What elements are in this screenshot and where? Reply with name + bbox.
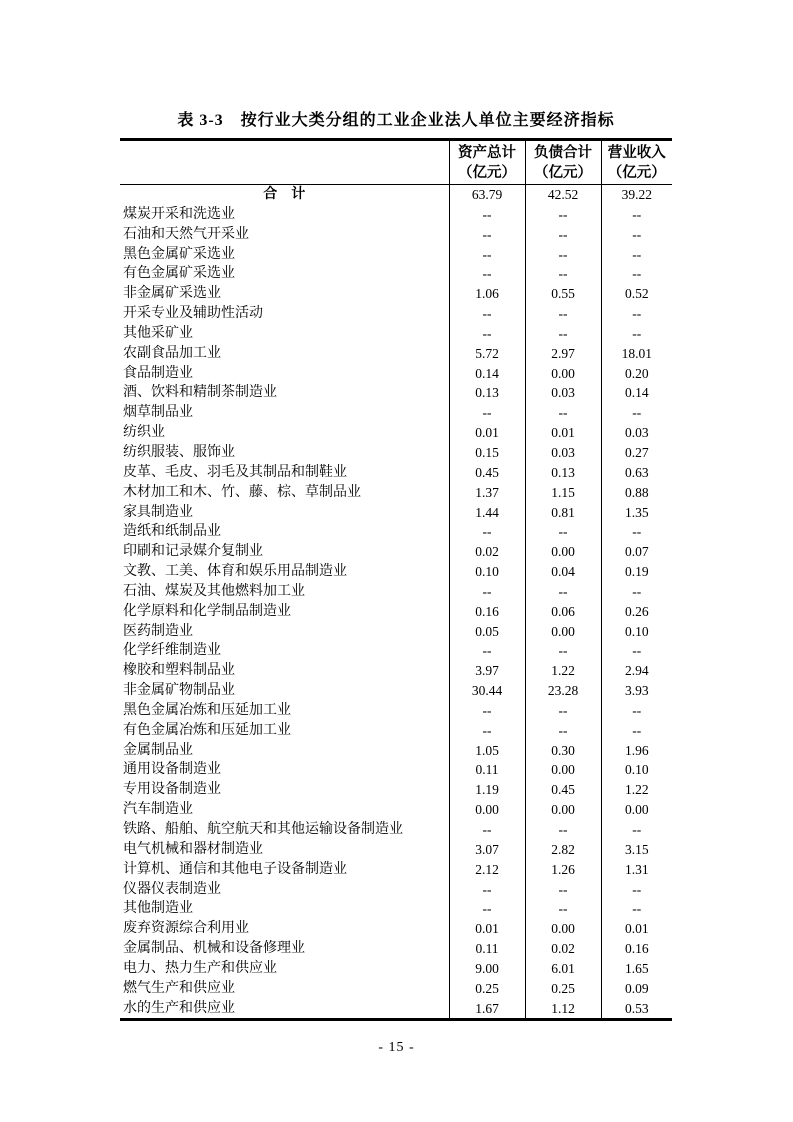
table-row: [120, 701, 672, 721]
industry-label: 煤炭开采和洗选业: [123, 206, 235, 222]
value-cell-total-assets: --: [449, 205, 525, 225]
value-cell-total-assets: 3.07: [449, 840, 525, 860]
value-cell-operating-revenue: --: [601, 701, 672, 721]
industry-label: 非金属矿物制品业: [123, 683, 235, 699]
table-title: 表 3-3 按行业大类分组的工业企业法人单位主要经济指标: [177, 112, 615, 129]
industry-label: 汽车制造业: [123, 802, 193, 818]
value-cell-total-liabilities: 0.02: [525, 939, 601, 959]
value-cell-operating-revenue: 0.27: [601, 443, 672, 463]
value-cell-total-assets: 0.45: [449, 463, 525, 483]
table-row: [120, 562, 672, 582]
value-cell-operating-revenue: 0.07: [601, 542, 672, 562]
value-cell-total-assets: --: [449, 264, 525, 284]
table-row: [120, 383, 672, 403]
value-cell-total-liabilities: 0.01: [525, 423, 601, 443]
industry-label: 仪器仪表制造业: [123, 881, 221, 897]
value-cell-total-assets: 30.44: [449, 681, 525, 701]
value-cell-total-liabilities: --: [525, 225, 601, 245]
table-row: [120, 602, 672, 622]
value-cell-operating-revenue: 18.01: [601, 344, 672, 364]
value-cell-total-liabilities: --: [525, 899, 601, 919]
value-cell-total-liabilities: --: [525, 403, 601, 423]
value-cell-total-assets: 0.05: [449, 622, 525, 642]
industry-label: 其他制造业: [123, 901, 193, 917]
value-cell-total-assets: 1.06: [449, 284, 525, 304]
table-header: [120, 140, 672, 185]
value-cell-total-assets: 0.10: [449, 562, 525, 582]
value-cell-total-assets: 1.05: [449, 741, 525, 761]
value-cell-operating-revenue: 0.16: [601, 939, 672, 959]
value-cell-total-assets: --: [449, 880, 525, 900]
value-cell-operating-revenue: 0.10: [601, 622, 672, 642]
value-cell-total-liabilities: 1.15: [525, 483, 601, 503]
table-row: [120, 760, 672, 780]
industry-label: 开采专业及辅助性活动: [123, 306, 263, 322]
industry-label: 电气机械和器材制造业: [123, 841, 263, 857]
industry-label: 烟草制品业: [123, 405, 193, 421]
industry-label: 纺织服装、服饰业: [123, 444, 235, 460]
value-cell-total-assets: 0.00: [449, 800, 525, 820]
table-row: [120, 483, 672, 503]
value-cell-total-liabilities: 42.52: [525, 185, 601, 205]
value-cell-operating-revenue: --: [601, 264, 672, 284]
value-cell-operating-revenue: --: [601, 820, 672, 840]
value-cell-operating-revenue: --: [601, 721, 672, 741]
table-row: [120, 840, 672, 860]
value-cell-total-liabilities: --: [525, 245, 601, 265]
value-cell-operating-revenue: 3.93: [601, 681, 672, 701]
industry-label: 家具制造业: [123, 504, 193, 520]
table-row: [120, 185, 672, 205]
value-cell-operating-revenue: --: [601, 522, 672, 542]
table-row: [120, 899, 672, 919]
industry-label: 食品制造业: [123, 365, 193, 381]
table-row: [120, 721, 672, 741]
table-row: [120, 304, 672, 324]
industry-label: 石油和天然气开采业: [123, 226, 249, 242]
value-cell-total-assets: 1.67: [449, 999, 525, 1020]
value-cell-total-liabilities: --: [525, 582, 601, 602]
value-cell-operating-revenue: 0.20: [601, 364, 672, 384]
value-cell-total-assets: 5.72: [449, 344, 525, 364]
value-cell-total-liabilities: --: [525, 304, 601, 324]
value-cell-operating-revenue: --: [601, 324, 672, 344]
col-header-total-assets-title: 资产总计: [458, 144, 516, 161]
value-cell-total-liabilities: 0.45: [525, 780, 601, 800]
value-cell-total-liabilities: --: [525, 701, 601, 721]
table-row: [120, 344, 672, 364]
value-cell-operating-revenue: 0.88: [601, 483, 672, 503]
col-header-operating-revenue-unit: （亿元）: [607, 164, 666, 181]
value-cell-operating-revenue: 1.35: [601, 503, 672, 523]
value-cell-total-liabilities: 0.00: [525, 760, 601, 780]
industry-label: 水的生产和供应业: [123, 1000, 235, 1016]
value-cell-total-liabilities: 0.00: [525, 800, 601, 820]
value-cell-total-assets: --: [449, 522, 525, 542]
value-cell-total-liabilities: 0.03: [525, 443, 601, 463]
value-cell-total-liabilities: --: [525, 522, 601, 542]
value-cell-total-assets: --: [449, 721, 525, 741]
value-cell-operating-revenue: 0.53: [601, 999, 672, 1020]
table-row: [120, 860, 672, 880]
value-cell-total-liabilities: --: [525, 641, 601, 661]
economic-indicators-table: [120, 138, 672, 1021]
value-cell-operating-revenue: 0.09: [601, 979, 672, 999]
table-body: [120, 185, 672, 1020]
value-cell-operating-revenue: 0.63: [601, 463, 672, 483]
value-cell-total-assets: 3.97: [449, 661, 525, 681]
value-cell-total-assets: 1.37: [449, 483, 525, 503]
value-cell-total-assets: 0.14: [449, 364, 525, 384]
stub-header: [120, 140, 449, 185]
industry-label: 燃气生产和供应业: [123, 980, 235, 996]
industry-label: 石油、煤炭及其他燃料加工业: [123, 583, 305, 599]
page-number: - 15 -: [378, 1040, 415, 1055]
value-cell-operating-revenue: 1.31: [601, 860, 672, 880]
value-cell-total-assets: 0.25: [449, 979, 525, 999]
value-cell-total-liabilities: --: [525, 324, 601, 344]
value-cell-operating-revenue: 0.19: [601, 562, 672, 582]
value-cell-total-liabilities: --: [525, 820, 601, 840]
table-row: [120, 264, 672, 284]
value-cell-operating-revenue: 0.26: [601, 602, 672, 622]
value-cell-total-assets: 1.19: [449, 780, 525, 800]
value-cell-total-assets: --: [449, 820, 525, 840]
table-row: [120, 245, 672, 265]
table-row: [120, 463, 672, 483]
value-cell-total-liabilities: 0.00: [525, 542, 601, 562]
value-cell-total-liabilities: 0.00: [525, 622, 601, 642]
table-row: [120, 423, 672, 443]
value-cell-operating-revenue: 1.22: [601, 780, 672, 800]
industry-label: 其他采矿业: [123, 325, 193, 341]
table-row: [120, 780, 672, 800]
value-cell-total-assets: 0.11: [449, 939, 525, 959]
industry-label: 皮革、毛皮、羽毛及其制品和制鞋业: [123, 464, 347, 480]
value-cell-total-liabilities: --: [525, 880, 601, 900]
table-row: [120, 880, 672, 900]
table-row: [120, 284, 672, 304]
value-cell-operating-revenue: 0.52: [601, 284, 672, 304]
value-cell-total-liabilities: 0.04: [525, 562, 601, 582]
col-header-total-assets: [449, 140, 525, 185]
value-cell-total-assets: --: [449, 324, 525, 344]
value-cell-total-assets: 0.11: [449, 760, 525, 780]
table-row: [120, 403, 672, 423]
value-cell-total-assets: --: [449, 641, 525, 661]
value-cell-total-assets: --: [449, 582, 525, 602]
value-cell-total-assets: --: [449, 403, 525, 423]
value-cell-total-assets: 0.15: [449, 443, 525, 463]
value-cell-operating-revenue: 0.14: [601, 383, 672, 403]
industry-label: 黑色金属矿采选业: [123, 246, 235, 262]
industry-label: 黑色金属冶炼和压延加工业: [123, 702, 291, 718]
industry-label: 橡胶和塑料制品业: [123, 663, 235, 679]
industry-label: 通用设备制造业: [123, 762, 221, 778]
industry-label: 纺织业: [123, 425, 165, 441]
col-header-total-assets-unit: （亿元）: [458, 164, 516, 181]
value-cell-total-assets: 0.13: [449, 383, 525, 403]
value-cell-total-liabilities: 0.03: [525, 383, 601, 403]
table-row: [120, 324, 672, 344]
value-cell-total-liabilities: 0.25: [525, 979, 601, 999]
value-cell-total-assets: --: [449, 245, 525, 265]
col-header-operating-revenue: [601, 140, 672, 185]
industry-label: 化学原料和化学制品制造业: [123, 603, 291, 619]
industry-label: 酒、饮料和精制茶制造业: [123, 385, 277, 401]
table-row: [120, 959, 672, 979]
value-cell-total-assets: 9.00: [449, 959, 525, 979]
value-cell-total-liabilities: 0.06: [525, 602, 601, 622]
industry-label: 金属制品业: [123, 742, 193, 758]
value-cell-operating-revenue: 0.01: [601, 919, 672, 939]
value-cell-operating-revenue: --: [601, 205, 672, 225]
value-cell-total-assets: --: [449, 304, 525, 324]
industry-label: 木材加工和木、竹、藤、棕、草制品业: [123, 484, 361, 500]
industry-label: 印刷和记录媒介复制业: [123, 544, 263, 560]
industry-label: 铁路、船舶、航空航天和其他运输设备制造业: [123, 822, 403, 837]
value-cell-total-liabilities: 2.82: [525, 840, 601, 860]
value-cell-operating-revenue: --: [601, 880, 672, 900]
col-header-total-liabilities-title: 负债合计: [534, 144, 592, 161]
col-header-total-liabilities-unit: （亿元）: [534, 164, 592, 181]
value-cell-total-liabilities: 0.30: [525, 741, 601, 761]
value-cell-total-liabilities: 1.12: [525, 999, 601, 1020]
value-cell-total-liabilities: 0.55: [525, 284, 601, 304]
table-row: [120, 503, 672, 523]
table-row: [120, 820, 672, 840]
industry-label: 化学纤维制造业: [123, 643, 221, 659]
value-cell-total-liabilities: --: [525, 721, 601, 741]
table-row: [120, 522, 672, 542]
value-cell-total-assets: 1.44: [449, 503, 525, 523]
industry-label: 金属制品、机械和设备修理业: [123, 941, 305, 957]
value-cell-total-assets: 0.16: [449, 602, 525, 622]
value-cell-operating-revenue: --: [601, 582, 672, 602]
value-cell-total-liabilities: 0.00: [525, 364, 601, 384]
value-cell-total-liabilities: --: [525, 205, 601, 225]
table-row: [120, 919, 672, 939]
industry-label: 计算机、通信和其他电子设备制造业: [123, 861, 347, 877]
value-cell-operating-revenue: 1.96: [601, 741, 672, 761]
industry-label: 医药制造业: [123, 623, 193, 639]
value-cell-total-liabilities: 23.28: [525, 681, 601, 701]
value-cell-operating-revenue: 1.65: [601, 959, 672, 979]
value-cell-total-liabilities: 1.26: [525, 860, 601, 880]
value-cell-total-assets: --: [449, 225, 525, 245]
table-row: [120, 979, 672, 999]
value-cell-total-liabilities: 0.81: [525, 503, 601, 523]
industry-label: 废弃资源综合利用业: [123, 921, 249, 937]
industry-label: 非金属矿采选业: [123, 286, 221, 302]
value-cell-total-assets: 0.02: [449, 542, 525, 562]
industry-label: 有色金属冶炼和压延加工业: [123, 722, 291, 738]
value-cell-operating-revenue: --: [601, 304, 672, 324]
value-cell-operating-revenue: --: [601, 641, 672, 661]
table-row: [120, 443, 672, 463]
table-row: [120, 542, 672, 562]
value-cell-total-liabilities: 2.97: [525, 344, 601, 364]
industry-label: 农副食品加工业: [123, 345, 221, 361]
industry-label: 文教、工美、体育和娱乐用品制造业: [123, 564, 347, 580]
header-row: [120, 140, 672, 185]
value-cell-total-assets: 63.79: [449, 185, 525, 205]
table-row: [120, 205, 672, 225]
value-cell-total-liabilities: 6.01: [525, 959, 601, 979]
value-cell-operating-revenue: --: [601, 225, 672, 245]
value-cell-total-assets: --: [449, 701, 525, 721]
value-cell-total-liabilities: 0.00: [525, 919, 601, 939]
value-cell-operating-revenue: 39.22: [601, 185, 672, 205]
table-row: [120, 999, 672, 1020]
table-row: [120, 622, 672, 642]
value-cell-total-liabilities: 1.22: [525, 661, 601, 681]
col-header-total-liabilities: [525, 140, 601, 185]
table-row: [120, 800, 672, 820]
industry-label: 专用设备制造业: [123, 782, 221, 798]
value-cell-operating-revenue: 2.94: [601, 661, 672, 681]
value-cell-operating-revenue: 0.00: [601, 800, 672, 820]
industry-label: 合 计: [263, 187, 306, 202]
table-row: [120, 741, 672, 761]
value-cell-operating-revenue: 0.10: [601, 760, 672, 780]
value-cell-operating-revenue: --: [601, 245, 672, 265]
value-cell-total-assets: --: [449, 899, 525, 919]
col-header-operating-revenue-title: 营业收入: [607, 144, 666, 161]
value-cell-total-liabilities: --: [525, 264, 601, 284]
industry-label: 有色金属矿采选业: [123, 266, 235, 282]
table-row: [120, 661, 672, 681]
value-cell-total-assets: 2.12: [449, 860, 525, 880]
table-row: [120, 681, 672, 701]
industry-label: 造纸和纸制品业: [123, 524, 221, 540]
value-cell-operating-revenue: --: [601, 403, 672, 423]
table-row: [120, 364, 672, 384]
table-row: [120, 641, 672, 661]
value-cell-total-assets: 0.01: [449, 919, 525, 939]
value-cell-total-assets: 0.01: [449, 423, 525, 443]
table-row: [120, 939, 672, 959]
value-cell-operating-revenue: 0.03: [601, 423, 672, 443]
value-cell-operating-revenue: --: [601, 899, 672, 919]
industry-label: 电力、热力生产和供应业: [123, 960, 277, 976]
value-cell-operating-revenue: 3.15: [601, 840, 672, 860]
value-cell-total-liabilities: 0.13: [525, 463, 601, 483]
table-row: [120, 225, 672, 245]
table-row: [120, 582, 672, 602]
